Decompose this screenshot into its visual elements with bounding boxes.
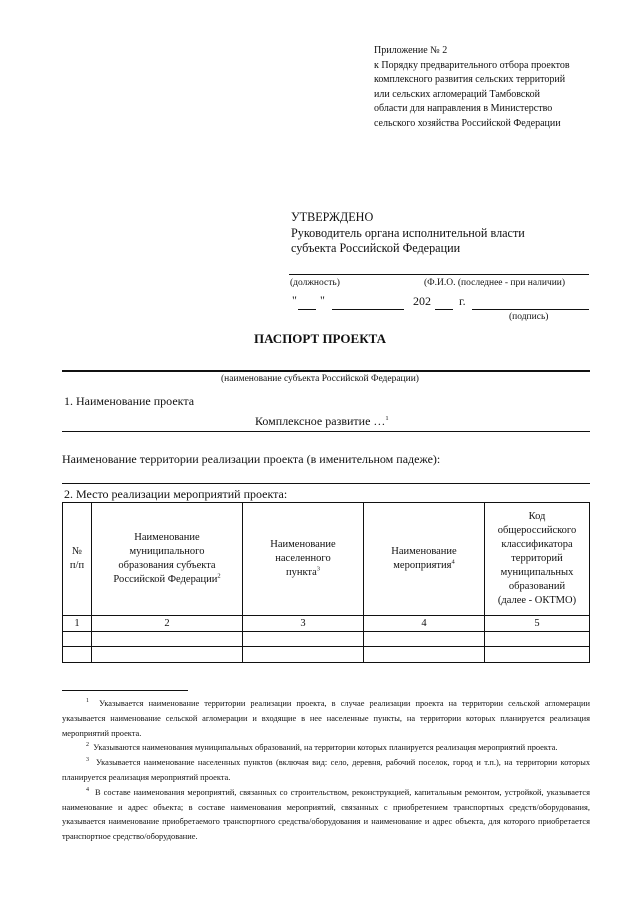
subject-field-line [62, 370, 590, 372]
date-quote-close: " [320, 293, 325, 307]
territory-label: Наименование территории реализации проекта (в именительном падеже): [62, 452, 441, 466]
position-name-line [289, 274, 589, 275]
day-field-line[interactable] [298, 309, 316, 310]
footnote [62, 741, 590, 756]
column-number: 1 [63, 616, 92, 632]
appendix-line: области для направления в Министерство [374, 103, 553, 115]
project-name-line [62, 431, 590, 432]
year-suffix: г. [459, 294, 466, 308]
table-cell[interactable] [92, 632, 243, 647]
table-cell[interactable] [63, 632, 92, 647]
header-cell-number [63, 503, 92, 616]
approval-line: субъекта Российской Федерации [291, 241, 461, 255]
footnote-text: Указываются наименования муниципальных образований, на территории которых планируется реализация мероприятий проекта. [93, 743, 558, 753]
section2-label: 2. Место реализации мероприятий проекта: [64, 487, 288, 501]
footnote-ref: 2 [217, 572, 221, 580]
header-cell-settlement [243, 503, 364, 616]
page-title: ПАСПОРТ ПРОЕКТА [253, 331, 387, 346]
year-field-line[interactable] [435, 309, 453, 310]
approval-block [291, 210, 525, 257]
column-number: 3 [243, 616, 364, 632]
footnote [62, 786, 590, 845]
appendix-line: комплексного развития сельских территорий [374, 74, 566, 86]
header-text: Наименование муниципального образования субъекта Российской Федерации [113, 532, 218, 585]
footnote-number: 2 [86, 742, 89, 749]
header-text: Код общероссийского классификатора территорий муниципальных образований (далее - ОКТМО) [497, 511, 577, 606]
subject-label: (наименование субъекта Российской Федерации) [221, 374, 419, 384]
column-number: 5 [485, 616, 590, 632]
header-cell-municipality [92, 503, 243, 616]
footnote [62, 756, 590, 786]
places-table [62, 502, 590, 663]
footnote-number: 4 [86, 786, 89, 793]
table-cell[interactable] [364, 647, 485, 663]
header-text: Наименование мероприятия [391, 546, 457, 571]
header-cell-oktmo [485, 503, 590, 616]
signature-line[interactable] [472, 309, 589, 310]
header-text: № п/п [69, 546, 85, 571]
month-field-line[interactable] [332, 309, 404, 310]
footnote-ref: 4 [451, 558, 455, 566]
column-number: 4 [364, 616, 485, 632]
footnotes [62, 697, 590, 845]
header-text: Наименование населенного пункта [270, 539, 336, 578]
header-cell-measure [364, 503, 485, 616]
appendix-line: сельского хозяйства Российской Федерации [374, 117, 561, 129]
table-cell[interactable] [364, 632, 485, 647]
footnote-text: Указывается наименование населенных пунктов (включая вид: село, деревня, рабочий поселок, город и т.п.), на территории которых планируется реализация мероприятий проекта. [62, 758, 591, 782]
date-quote-open: " [292, 293, 297, 307]
appendix-line: к Порядку предварительного отбора проектов [374, 59, 570, 71]
table-numbers-row [63, 616, 590, 632]
table-row [63, 632, 590, 647]
footnote-text: Указывается наименование территории реализации проекта, в случае реализации проекта на территории сельской агломерации указывается наименование сельской агломерации и входящие в нее населенные пункты, на территории которых планируется реализация мероприятий проекта. [62, 699, 591, 738]
section1-label: 1. Наименование проекта [64, 394, 195, 408]
column-number: 2 [92, 616, 243, 632]
signature-label: (подпись) [509, 312, 549, 322]
name-label: (Ф.И.О. (последнее - при наличии) [424, 278, 566, 288]
position-label: (должность) [290, 278, 340, 288]
appendix-block [374, 44, 624, 132]
territory-field-line [62, 483, 590, 484]
table-cell[interactable] [485, 647, 590, 663]
footnote-text: В составе наименования мероприятий, связанных со строительством, реконструкцией, капитальным ремонтом, устройкой, указывается наименование и адрес объекта; в составе наименования мероприятий, связанных с приобретением транспортных средств/оборудования, указывается наименование приобретаемого транспортного средства/оборудования и наименование и адрес объекта, для которого приобретается транспортное средство/оборудование. [62, 787, 590, 842]
footnote-number: 1 [86, 698, 89, 705]
approval-heading: УТВЕРЖДЕНО [291, 210, 374, 224]
project-name-value: Комплексное развитие …$^1$ [255, 414, 389, 428]
table-header-row [63, 503, 590, 616]
footnote-ref: 1 [385, 415, 389, 422]
table-cell[interactable] [92, 647, 243, 663]
table-row [63, 647, 590, 663]
footnote-ref: 3 [316, 565, 321, 573]
appendix-line: или сельских агломераций Тамбовской [374, 88, 541, 100]
table-cell[interactable] [485, 632, 590, 647]
table-cell[interactable] [243, 647, 364, 663]
appendix-line: Приложение № 2 [374, 45, 448, 56]
footnote-separator [62, 690, 188, 691]
year-prefix: 202 [413, 294, 431, 308]
table-cell[interactable] [243, 632, 364, 647]
footnote [62, 697, 590, 741]
footnote-number: 3 [86, 757, 89, 764]
table-cell[interactable] [63, 647, 92, 663]
approval-line: Руководитель органа исполнительной власти [291, 225, 525, 240]
